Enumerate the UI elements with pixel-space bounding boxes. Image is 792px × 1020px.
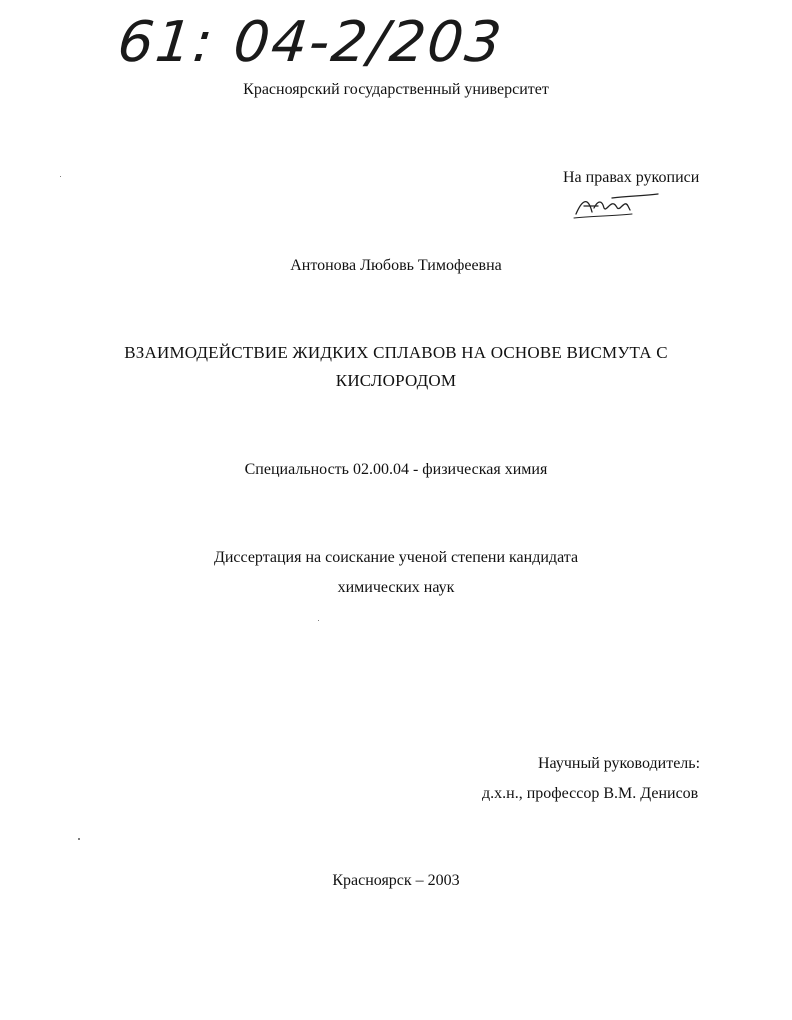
scan-speck xyxy=(78,838,80,840)
place-year: Красноярск – 2003 xyxy=(332,872,460,889)
scan-speck xyxy=(60,176,61,177)
author-name: Антонова Любовь Тимофеевна xyxy=(290,257,502,274)
dissertation-line-1: Диссертация на соискание ученой степени кандидата xyxy=(213,549,579,566)
supervisor-label: Научный руководитель: xyxy=(538,755,701,772)
title-line-1: ВЗАИМОДЕЙСТВИЕ ЖИДКИХ СПЛАВОВ НА ОСНОВЕ ВИСМУТА С xyxy=(124,343,668,362)
university-name: Красноярский государственный университет xyxy=(243,81,549,98)
rights-note: На правах рукописи xyxy=(563,169,700,186)
signature-icon xyxy=(572,190,662,222)
title-line-2: КИСЛОРОДОМ xyxy=(335,371,457,390)
dissertation-line-2: химических наук xyxy=(337,579,455,596)
specialty: Специальность 02.00.04 - физическая химия xyxy=(244,461,548,478)
archive-code-handwritten: 61: 04-2/203 xyxy=(114,10,507,75)
scan-speck xyxy=(318,620,319,621)
supervisor-name: д.х.н., профессор В.М. Денисов xyxy=(482,785,699,802)
